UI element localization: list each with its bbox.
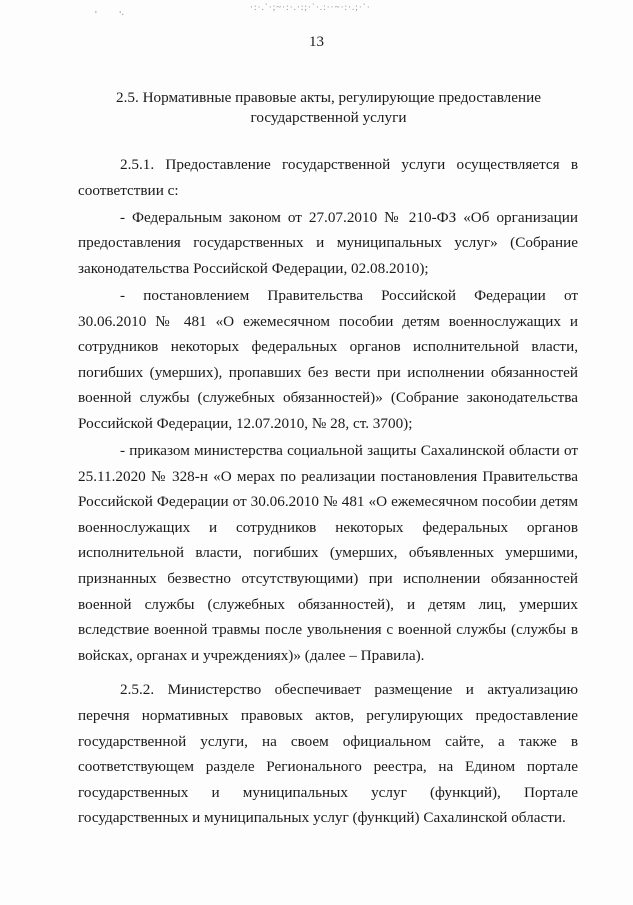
paragraph-2-5-2: 2.5.2. Министерство обеспечивает размещение и актуализацию перечня нормативных правовых актов, регулирующих предоставление государственной услуги, на своем официальном сайте, а также в соответствующем разделе Регионального реестра, на Едином портале государственных и муниципальных услуг (функций), Портале государственных и муниципальных услуг (функций) Сахалинской области. bbox=[78, 681, 578, 827]
document-body bbox=[78, 152, 578, 831]
section-title-line-1: 2.5. Нормативные правовые акты, регулирующие предоставление bbox=[116, 89, 541, 106]
scan-noise: ·:·.`·;~·:·.·:;·`·.:··~·:·.;·`· bbox=[250, 2, 371, 12]
scan-marks: ' '· bbox=[95, 10, 125, 21]
paragraph-2-5-1: 2.5.1. Предоставление государственной услуги осуществляется в соответствии с: bbox=[78, 156, 578, 199]
paragraph-government-decree: - постановлением Правительства Российской Федерации от 30.06.2010 № 481 «О ежемесячном пособии детям военнослужащих и сотрудников некоторых федеральных органов исполнительной власти, погибших (умерших), пропавших без вести при исполнении обязанностей военной службы (служебных обязанностей)» (Собрание законодательства Российской Федерации, 12.07.2010, № 28, ст. 3700); bbox=[78, 286, 578, 432]
paragraph-ministry-order: - приказом министерства социальной защиты Сахалинской области от 25.11.2020 № 328-н «О мерах по реализации постановления Правительства Российской Федерации от 30.06.2010 № 481 «О ежемесячном пособии детям военнослужащих и сотрудников некоторых федеральных органов исполнительной власти, погибших (умерших, объявленных умершими, признанных безвестно отсутствующими) при исполнении обязанностей военной службы (служебных обязанностей), и детям лиц, умерших вследствие военной травмы после увольнения с военной службы (службы в войсках, органах и учреждениях)» (далее – Правила). bbox=[78, 442, 578, 664]
section-title bbox=[80, 88, 577, 128]
section-title-line-2: государственной услуги bbox=[250, 109, 407, 126]
page-number: 13 bbox=[309, 34, 324, 50]
paragraph-federal-law: - Федеральным законом от 27.07.2010 № 210-ФЗ «Об организации предоставления государственных и муниципальных услуг» (Собрание законодательства Российской Федерации, 02.08.2010); bbox=[78, 208, 578, 277]
